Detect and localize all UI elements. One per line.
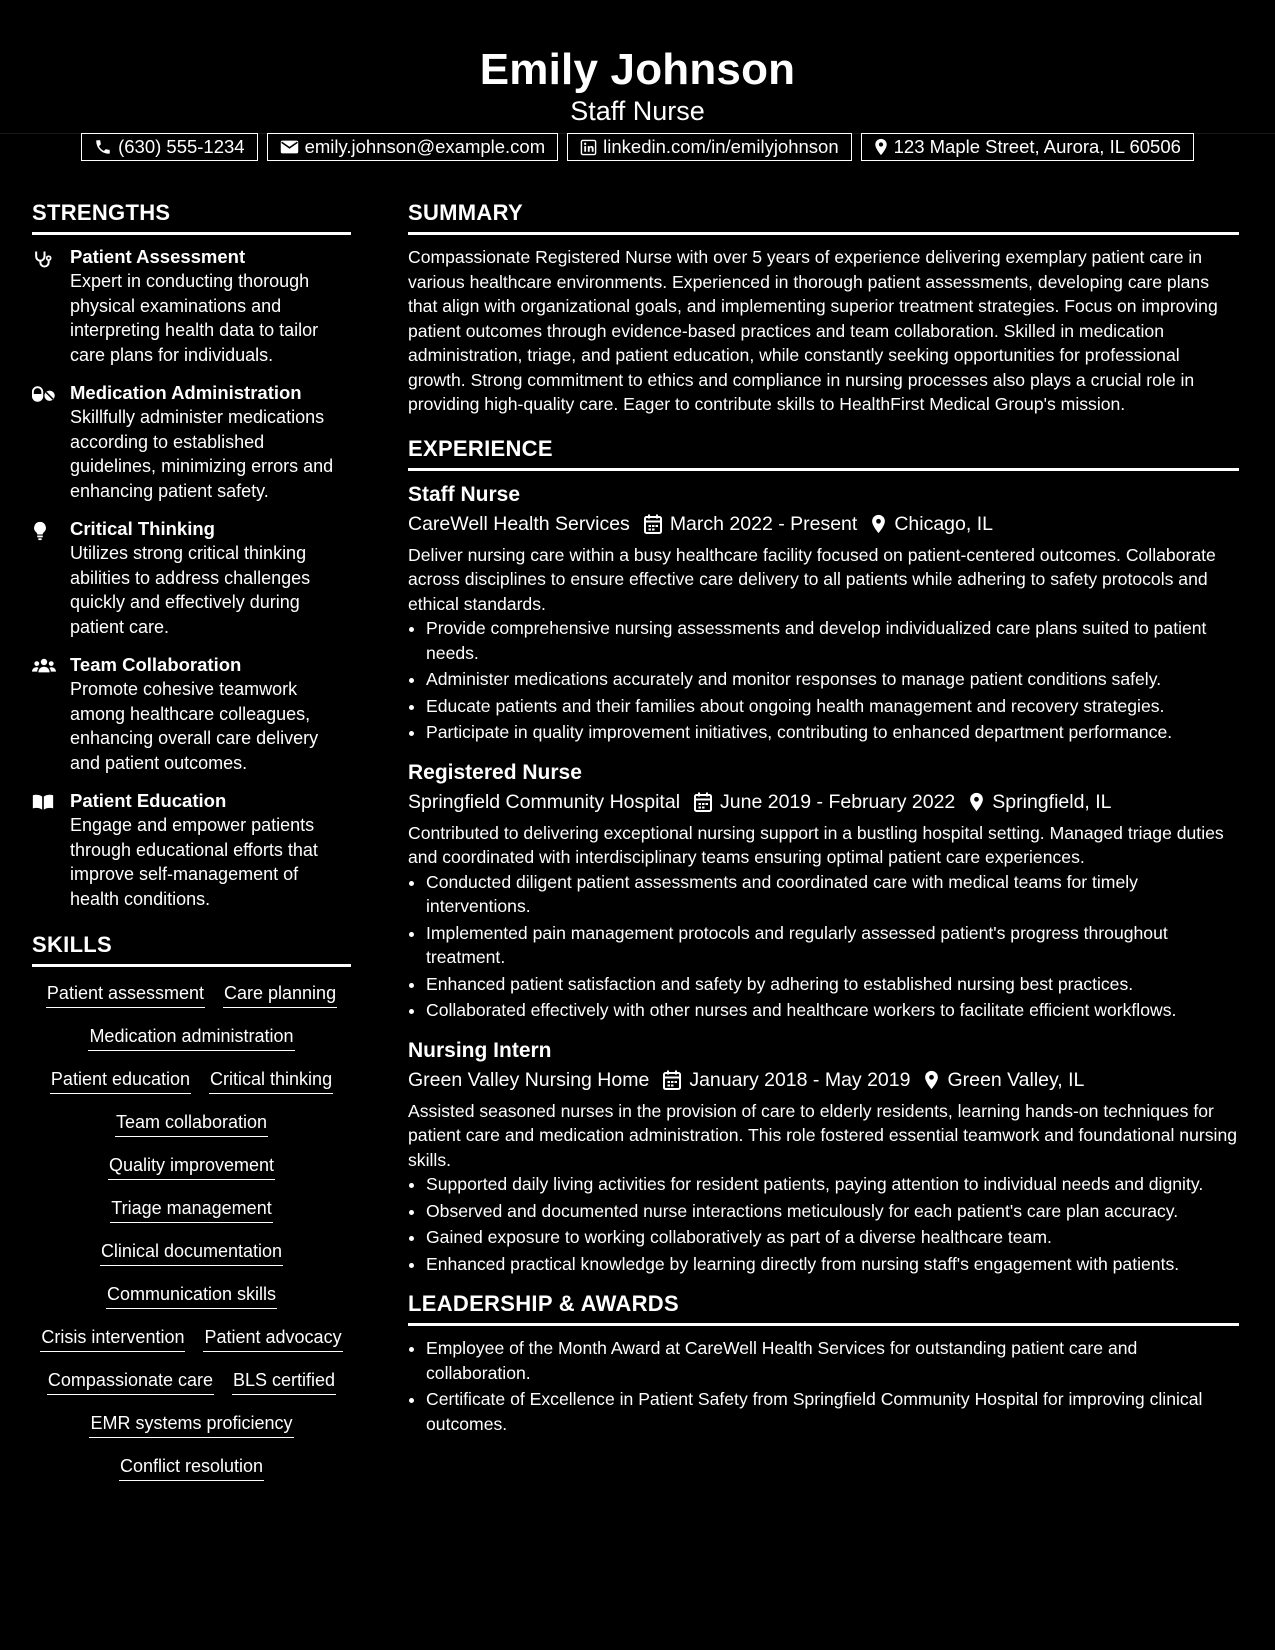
job-bullet: • Supported daily living activities for resident patients, paying attention to individual needs and dignity.: [426, 1172, 1239, 1197]
job-bullets: [408, 616, 1239, 745]
job-bullet: • Collaborated effectively with other nurses and healthcare workers to facilitate efficient workflows.: [426, 998, 1239, 1023]
strength-desc: Expert in conducting thorough physical examinations and interpreting health data to tailor care plans for individuals.: [70, 271, 319, 365]
skill-tag: Critical thinking: [209, 1067, 333, 1094]
strengths-heading: STRENGTHS: [32, 199, 351, 235]
map-pin-icon: [924, 1070, 939, 1090]
linkedin-text: linkedin.com/in/emilyjohnson: [603, 136, 839, 157]
job-bullet: • Observed and documented nurse interactions meticulously for each patient's care plan accuracy.: [426, 1199, 1239, 1224]
envelope-icon: [280, 139, 299, 155]
skill-tag: Medication administration: [88, 1024, 294, 1051]
summary-heading: SUMMARY: [408, 199, 1239, 235]
map-pin-icon: [969, 792, 984, 812]
strength-title: Critical Thinking: [70, 518, 215, 539]
job-dates: January 2018 - May 2019: [689, 1068, 911, 1091]
job-meta: [408, 1065, 1239, 1095]
awards-heading: LEADERSHIP & AWARDS: [408, 1290, 1239, 1326]
users-icon: [32, 657, 56, 675]
map-pin-icon: [871, 514, 886, 534]
skills-list: [32, 977, 351, 1481]
job-dates: March 2022 - Present: [669, 512, 858, 535]
job-description: Assisted seasoned nurses in the provision of care to elderly residents, learning hands-on techniques for patient care and medication administration. This role fostered essential teamwork and foundational nursing skills.: [408, 1100, 1238, 1170]
skill-tag: Care planning: [223, 981, 337, 1008]
book-icon: [32, 793, 54, 811]
strength-title: Patient Education: [70, 790, 227, 811]
job-bullet: • Gained exposure to working collaboratively as part of a diverse healthcare team.: [426, 1225, 1239, 1250]
job-description: Contributed to delivering exceptional nursing support in a bustling hospital setting. Managed triage duties and coordinated with interdisciplinary teams ensuring optimal patient care experiences.: [408, 822, 1224, 867]
skill-tag: Patient advocacy: [203, 1325, 342, 1352]
skill-tag: Crisis intervention: [40, 1325, 185, 1352]
calendar-icon: [663, 1070, 681, 1090]
job-bullet: • Enhanced practical knowledge by learning directly from nursing staff's engagement with patients.: [426, 1252, 1239, 1277]
contact-email[interactable]: [267, 133, 559, 161]
job-company: Springfield Community Hospital: [408, 790, 681, 813]
award-item: • Employee of the Month Award at CareWell Health Services for outstanding patient care and collaboration.: [426, 1336, 1239, 1385]
job-company: CareWell Health Services: [408, 512, 630, 535]
job-entry: [408, 1037, 1239, 1277]
job-bullet: • Conducted diligent patient assessments and coordinated care with medical teams for timely interventions.: [426, 870, 1239, 919]
skill-tag: EMR systems proficiency: [89, 1411, 293, 1438]
stethoscope-icon: [32, 249, 52, 269]
contact-bar: [0, 133, 1275, 161]
contact-address[interactable]: [861, 133, 1194, 161]
summary-text: Compassionate Registered Nurse with over 5 years of experience delivering exemplary patient care in various healthcare environments. Experienced in thorough patient assessments, developing care plans that align with organizational goals, and implementing superior treatment strategies. Focus on improving patient outcomes through evidence-based practices and team collaboration. Skilled in medication administration, triage, and patient education, while constantly seeking opportunities for professional growth. Strong commitment to ethics and compliance in nursing processes also plays a crucial role in providing high-quality care. Eager to contribute skills to HealthFirst Medical Group's mission.: [408, 247, 1218, 414]
job-bullets: [408, 870, 1239, 1023]
strength-item: [32, 245, 351, 367]
job-entry: [408, 481, 1239, 745]
linkedin-icon: [580, 139, 597, 156]
skill-tag: Triage management: [110, 1196, 272, 1223]
job-location: Springfield, IL: [992, 790, 1112, 813]
strength-desc: Engage and empower patients through educational efforts that improve self-management of health conditions.: [70, 815, 318, 909]
lightbulb-icon: [32, 521, 48, 541]
award-item: • Certificate of Excellence in Patient Safety from Springfield Community Hospital for improving clinical outcomes.: [426, 1387, 1239, 1436]
email-text: emily.johnson@example.com: [304, 136, 546, 157]
job-bullet: • Provide comprehensive nursing assessments and develop individualized care plans suited to patient needs.: [426, 616, 1239, 665]
skill-tag: Patient education: [50, 1067, 191, 1094]
skill-tag: Clinical documentation: [100, 1239, 283, 1266]
contact-linkedin[interactable]: [567, 133, 851, 161]
pills-icon: [32, 385, 56, 403]
job-meta: [408, 787, 1239, 817]
job-company: Green Valley Nursing Home: [408, 1068, 650, 1091]
skills-heading: SKILLS: [32, 931, 351, 967]
job-bullet: • Enhanced patient satisfaction and safety by adhering to established nursing best practices.: [426, 972, 1239, 997]
job-bullet: • Participate in quality improvement initiatives, contributing to enhanced department performance.: [426, 720, 1239, 745]
job-meta: [408, 509, 1239, 539]
job-bullet: • Administer medications accurately and monitor responses to manage patient conditions safely.: [426, 667, 1239, 692]
skill-tag: Conflict resolution: [119, 1454, 264, 1481]
strength-title: Medication Administration: [70, 382, 302, 403]
strength-desc: Utilizes strong critical thinking abilities to address challenges quickly and effectively during patient care.: [70, 543, 311, 637]
map-pin-icon: [874, 138, 888, 156]
strength-item: [32, 789, 351, 911]
job-location: Chicago, IL: [894, 512, 993, 535]
strength-title: Team Collaboration: [70, 654, 242, 675]
phone-text: (630) 555-1234: [118, 136, 245, 157]
strength-item: [32, 517, 351, 639]
address-text: 123 Maple Street, Aurora, IL 60506: [893, 136, 1181, 157]
contact-phone[interactable]: [81, 133, 258, 161]
calendar-icon: [694, 792, 712, 812]
skill-tag: Patient assessment: [46, 981, 205, 1008]
resume-header: [0, 0, 1275, 157]
skill-tag: BLS certified: [232, 1368, 336, 1395]
job-bullet: • Implemented pain management protocols and regularly assessed patient's progress throughout treatment.: [426, 921, 1239, 970]
job-entry: [408, 759, 1239, 1023]
candidate-title: Staff Nurse: [570, 96, 705, 126]
job-description: Deliver nursing care within a busy healthcare facility focused on patient-centered outcomes. Collaborate across disciplines to ensure effective care delivery to all patients while adhering to safety protocols and ethical standards.: [408, 544, 1216, 614]
job-title: Staff Nurse: [408, 482, 521, 506]
job-location: Green Valley, IL: [947, 1068, 1085, 1091]
left-column: [32, 199, 351, 1481]
job-dates: June 2019 - February 2022: [720, 790, 956, 813]
candidate-name: Emily Johnson: [479, 45, 796, 94]
skill-tag: Communication skills: [106, 1282, 277, 1309]
job-bullets: [408, 1172, 1239, 1276]
phone-icon: [94, 138, 112, 156]
skill-tag: Team collaboration: [115, 1110, 268, 1137]
job-title: Nursing Intern: [408, 1038, 552, 1062]
strength-desc: Skillfully administer medications according to established guidelines, minimizing errors and enhancing patient safety.: [70, 407, 334, 501]
strength-title: Patient Assessment: [70, 246, 246, 267]
strength-desc: Promote cohesive teamwork among healthcare colleagues, enhancing overall care delivery and patient outcomes.: [70, 679, 319, 773]
strength-item: [32, 653, 351, 775]
skill-tag: Quality improvement: [108, 1153, 275, 1180]
calendar-icon: [644, 514, 662, 534]
awards-list: [408, 1336, 1239, 1436]
right-column: [408, 199, 1239, 1438]
job-bullet: • Educate patients and their families about ongoing health management and recovery strategies.: [426, 694, 1239, 719]
skill-tag: Compassionate care: [47, 1368, 214, 1395]
strength-item: [32, 381, 351, 503]
experience-heading: EXPERIENCE: [408, 435, 1239, 471]
job-title: Registered Nurse: [408, 760, 582, 784]
